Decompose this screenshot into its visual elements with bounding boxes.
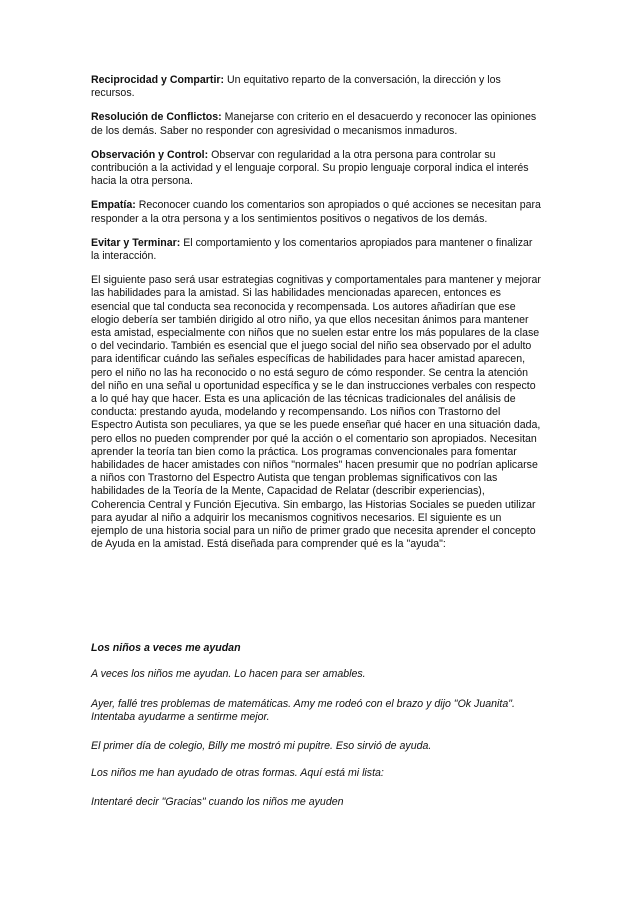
definition-empatia: [91, 199, 553, 225]
story-line: Los niños me han ayudado de otras formas. Aquí está mi lista:: [91, 767, 384, 779]
body-line: aprender la teoría tan bien como la práctica. Los programas convencionales para fomentar: [91, 445, 517, 458]
body-paragraph: [91, 274, 553, 551]
body-line: a niños con Trastorno del Espectro Autista que tengan problemas significativos con las: [91, 472, 498, 485]
story-line: Ayer, fallé tres problemas de matemáticas. Amy me rodeó con el brazo y dijo "Ok Juanita".: [91, 698, 515, 710]
body-line: para identificar cuándo las señales específicas de habilidades para hacer amistad aparecen,: [91, 353, 526, 366]
definition-text: recursos.: [91, 87, 135, 100]
definition-text: Reconocer cuando los comentarios son apropiados o qué acciones se necesitan para: [135, 199, 541, 212]
story-line: Intentaré decir "Gracias" cuando los niños me ayuden: [91, 796, 344, 808]
body-line: habilidades de la Teoría de la Mente, Capacidad de Relatar (describir experiencias),: [91, 485, 485, 498]
definition-text: El comportamiento y los comentarios apropiados para mantener o finalizar: [180, 236, 533, 249]
body-line: El siguiente paso será usar estrategias cognitivas y comportamentales para mantener y mejorar: [91, 274, 541, 287]
definition-term: Reciprocidad y Compartir:: [91, 74, 225, 86]
definition-text: Observar con regularidad a la otra persona para controlar su: [208, 148, 496, 161]
body-line: pero ellos no pueden comprender por qué la acción o el comentario son apropiados. Necesitan: [91, 432, 537, 445]
definition-term: Evitar y Terminar:: [91, 236, 181, 249]
story-line: A veces los niños me ayudan. Lo hacen para ser amables.: [91, 668, 366, 680]
body-line: Coherencia Central y Función Ejecutiva. Sin embargo, las Historias Sociales se pueden utilizar: [91, 498, 536, 511]
body-line: pero el niño no las ha reconocido o no está seguro de cómo responder. Se centra la atención: [91, 366, 528, 379]
body-line: a lo qué hay que hacer. Esta es una aplicación de las técnicas tradicionales del análisis de: [91, 393, 516, 406]
definition-evitar: [91, 237, 553, 263]
definition-text: responder a la otra persona y a los sentimientos positivos o negativos de los demás.: [91, 212, 488, 225]
definition-text: Manejarse con criterio en el desacuerdo y reconocer las opiniones: [221, 111, 537, 124]
body-line: ejemplo de una historia social para un niño de primer grado que necesita aprender el concepto: [91, 525, 536, 538]
body-line: conducta: prestando ayuda, modelando y recompensando. Los niños con Trastorno del: [91, 406, 501, 419]
body-line: Espectro Autista son peculiares, ya que se les puede enseñar qué hacer en una situación dada,: [91, 419, 541, 432]
body-line: de Ayuda en la amistad. Está diseñada para comprender qué es la "ayuda":: [91, 538, 446, 551]
body-line: para ayudar al niño a adquirir los mecanismos cognitivos necesarios. El siguiente es un: [91, 511, 502, 524]
definition-observacion: [91, 149, 553, 189]
story-line: Intentaba ayudarme a sentirme mejor.: [91, 711, 270, 723]
definition-text: la interacción.: [91, 250, 157, 263]
body-line: o del vecindario. También es esencial que el juego social del niño sea observado por el adulto: [91, 340, 532, 353]
body-line: esencial que tal conducta sea reconocida y recompensada. Los autores añadirían que ese: [91, 300, 516, 313]
definition-term: Empatía:: [91, 199, 136, 212]
story-title: Los niños a veces me ayudan: [91, 642, 241, 654]
body-line: esta amistad, especialmente con niños que no suelen estar entre los más populares de la clase: [91, 327, 540, 340]
story-line: El primer día de colegio, Billy me mostró mi pupitre. Eso sirvió de ayuda.: [91, 740, 432, 752]
body-line: las habilidades para la amistad. Si las habilidades mencionadas aparecen, entonces es: [91, 287, 501, 300]
definition-term: Resolución de Conflictos:: [91, 111, 222, 124]
definition-text: contribución a la actividad y el lenguaje corporal. Su propio lenguaje corporal indica el interés: [91, 162, 529, 175]
definition-text: de los demás. Saber no responder con agresividad o mecanismos inmaduros.: [91, 124, 458, 137]
body-line: elogio debería ser también dirigido al otro niño, ya que ellos necesitan ánimos para mantener: [91, 313, 529, 326]
body-line: del niño en una señal u oportunidad específica y se le dan instrucciones verbales con respecto: [91, 379, 536, 392]
body-line: habilidades de hacer amistades con niños "normales" hacen presumir que no podrían aplicarse: [91, 459, 538, 472]
definition-term: Observación y Control:: [91, 148, 209, 161]
definition-reciprocidad: [91, 74, 553, 100]
document-page: [91, 74, 553, 552]
definition-resolucion: [91, 111, 553, 137]
definition-text: hacia la otra persona.: [91, 175, 193, 188]
definition-text: Un equitativo reparto de la conversación, la dirección y los: [224, 74, 501, 86]
